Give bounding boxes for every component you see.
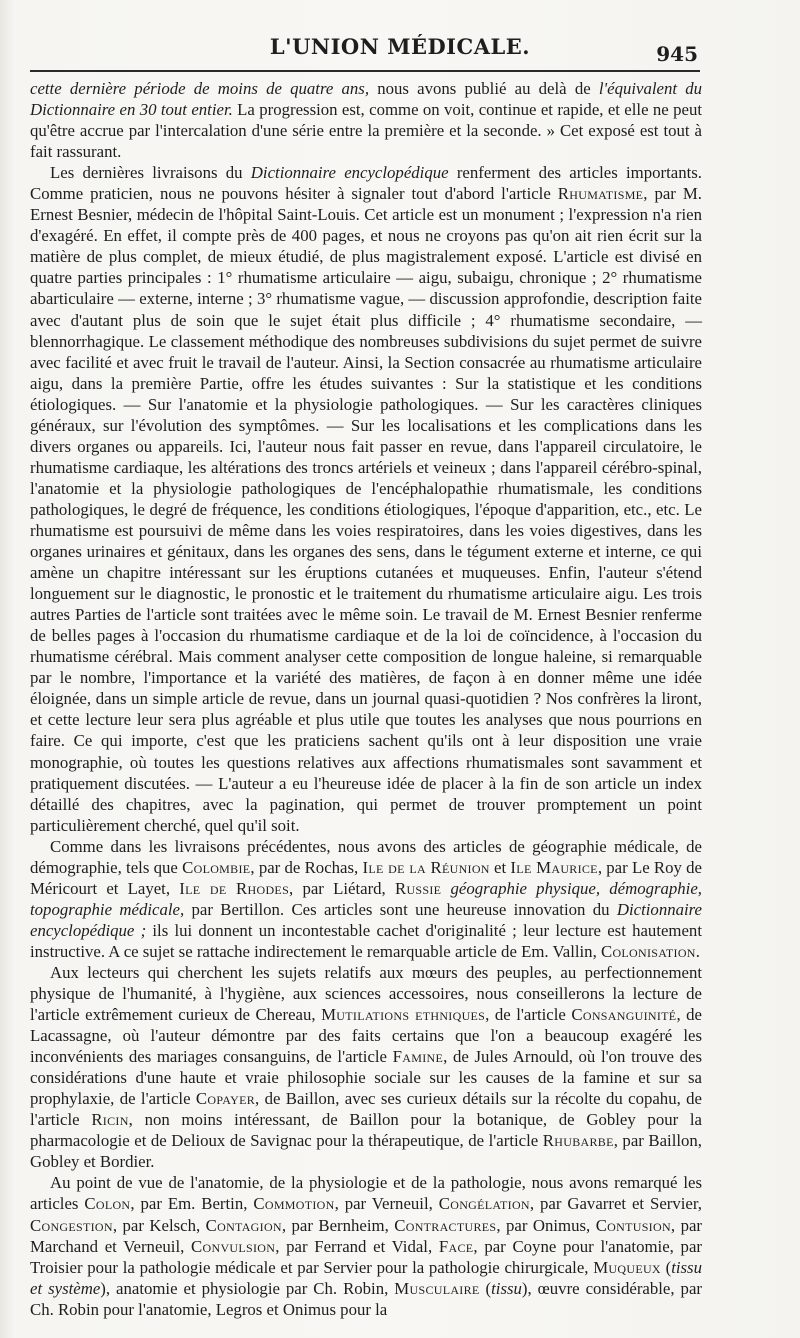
- italic-text: tissu: [491, 1278, 522, 1298]
- article-title: Copayer: [195, 1089, 256, 1109]
- text-run: par Bertillon. Ces articles sont une heureuse innovation du: [184, 899, 617, 919]
- article-title: Rhumatisme: [557, 184, 644, 204]
- article-title: Ile de la Réunion: [362, 857, 490, 877]
- text-run: , par Marchand et Verneuil,: [30, 1215, 702, 1256]
- text-run: ), anatomie et physiologie par Ch. Robin,: [100, 1278, 395, 1298]
- text-run: , par Onimus,: [496, 1215, 596, 1235]
- text-run: ), œuvre considérable, par Ch. Robin pour l'anatomie, Legros et Onimus pour la: [30, 1278, 702, 1319]
- text-run: , par Baillon, Gobley et Bordier.: [30, 1131, 702, 1172]
- text-run: , de Baillon, avec ses curieux détails sur la récolte du copahu, de l'article: [30, 1089, 702, 1130]
- text-run: nous avons publié au delà de: [369, 79, 599, 98]
- text-run: Comme dans les livraisons précédentes, nous avons des articles de géographie médicale, de démographie, tels que: [30, 836, 702, 877]
- journal-title: L'UNION MÉDICALE.: [269, 34, 531, 59]
- article-title: Contagion: [205, 1215, 282, 1235]
- italic-text: Dictionnaire encyclopédique: [250, 163, 449, 183]
- article-title: Convulsion: [191, 1236, 276, 1256]
- article-title: Mutilations ethniques: [321, 1005, 486, 1025]
- text-run: , de Lacassagne, où l'auteur démontre par des faits certains que l'on a beaucoup exagéré les inconvénients des mariages consanguins, de l'article: [30, 1005, 703, 1067]
- text-run: renferment des articles importants. Comme praticien, nous ne pouvons hésiter à signaler tout d'abord l'article: [30, 163, 702, 204]
- running-header: [0, 30, 800, 70]
- article-title: Colon: [84, 1194, 131, 1214]
- text-run: , par Kelsch,: [112, 1215, 206, 1235]
- text-run: , par Liétard,: [289, 878, 395, 898]
- text-run: [441, 879, 450, 898]
- article-title: Commotion: [253, 1194, 335, 1214]
- article-title: Ricin: [91, 1110, 129, 1130]
- article-title: Colombie: [182, 857, 251, 877]
- text-run: , par de Rochas,: [250, 857, 363, 877]
- text-run: , par Le Roy de Méricourt et Layet,: [30, 857, 702, 898]
- article-title: Contusion: [595, 1215, 671, 1235]
- text-run: (: [479, 1278, 492, 1298]
- article-title: Musculaire: [394, 1278, 480, 1298]
- italic-text: cette dernière période de moins de quatre ans,: [30, 79, 370, 98]
- text-run: .: [695, 941, 700, 961]
- text-run: ils lui donnent un incontestable cachet d'originalité ; leur lecture est hautement instructive. A ce sujet se rattache indirectement le remarquable article de Em. Vallin,: [30, 920, 702, 961]
- text-run: (: [660, 1257, 672, 1277]
- text-run: et: [489, 857, 511, 877]
- article-title: Congélation: [438, 1194, 530, 1214]
- paragraph-5: [30, 1172, 702, 1319]
- paragraph-4: [30, 962, 702, 1172]
- text-run: , par Em. Bertin,: [130, 1194, 254, 1214]
- article-title: Contractures: [394, 1215, 497, 1235]
- italic-text: géographie physique, démographie, topographie médicale,: [30, 878, 702, 919]
- article-title: Russie: [394, 878, 442, 898]
- page-number: 945: [656, 42, 698, 66]
- header-rule: [30, 70, 700, 72]
- text-run: , par Ferrand et Vidal,: [275, 1236, 439, 1256]
- text-run: Les dernières livraisons du: [50, 163, 251, 183]
- article-title: Muqueux: [593, 1257, 661, 1277]
- text-run: , par Gavarret et Servier,: [529, 1194, 702, 1214]
- text-run: Au point de vue de l'anatomie, de la physiologie et de la pathologie, nous avons remarqué les articles: [30, 1173, 702, 1214]
- text-run: , par Coyne pour l'anatomie, par Troisier pour la pathologie médicale et par Servier pour la pathologie chirurgicale,: [30, 1236, 702, 1277]
- text-run: , par M. Ernest Besnier, médecin de l'hôpital Saint-Louis. Cet article est un monument ; l'expression n'a rien d'exagéré. En effet, il compte près de 400 pages, et nous ne croyons pas qu'on ait rien écrit sur la matière de plus complet, de mieux étudié, de plus magistralement exposé. L'article est divisé en quatre parties principales : 1° rhumatisme articulaire — aigu, subaigu, chronique ; 2° rhumatisme abarticulaire — externe, interne ; 3° rhumatisme vague, — discussion approfondie, description faite avec d'autant plus de soin que le sujet était plus difficile ; 4° rhumatisme secondaire, — blennorrhagique. Le classement méthodique des nombreuses subdivisions du sujet permet de suivre avec facilité et avec fruit le travail de l'auteur. Ainsi, la Section consacrée au rhumatisme articulaire aigu, dans la première Partie, offre les études suivantes : Sur la statistique et les conditions étiologiques. — Sur l'anatomie et la physiologie pathologiques. — Sur les caractères cliniques généraux, sur l'évolution des symptômes. — Sur les localisations et les complications dans les divers organes ou appareils. Ici, l'auteur nous fait passer en revue, dans l'appareil circulatoire, le rhumatisme cardiaque, les altérations des troncs artériels et veineux ; dans l'appareil cérébro-spinal, l'anatomie et la physiologie pathologiques de l'encéphalopathie rhumatismale, les conditions pathologiques, le degré de fréquence, les conditions étiologiques, l'époque d'apparition, etc., etc. Le rhumatisme est poursuivi de même dans les voies respiratoires, dans les voies digestives, dans les organes urinaires et génitaux, dans les organes des sens, dans le tégument externe et interne, ce qui amène un chapitre intéressant sur les éruptions cutanées et muqueuses. Enfin, l'auteur s'étend longuement sur le diagnostic, le pronostic et le traitement du rhumatisme articulaire aigu. Les trois autres Parties de l'article sont traitées avec le même soin. Le travail de M. Ernest Besnier renferme de belles pages à l'occasion du rhumatisme cardiaque et de la loi de coïncidence, à l'occasion du rhumatisme cérébral. Mais comment analyser cette composition de longue haleine, si remarquable par le nombre, l'importance et la variété des matières, de façon à en donner même une idée éloignée, dans un simple article de revue, dans un journal quasi-quotidien ? Nos confrères la liront, et cette lecture leur sera plus agréable et plus utile que toutes les analyses que nous pourrions en faire. Ce qui importe, c'est que les praticiens sachent qu'ils ont à leur disposition une vraie monographie, où toutes les questions relatives aux affections rhumatismales sont savamment et pratiquement discutées. — L'auteur a eu l'heureuse idée de placer à la fin de son article un index détaillé des chapitres, avec la pagination, qui permet de trouver promptement un point particulièrement cherché, quel qu'il soit.: [30, 184, 702, 835]
- text-run: , par Verneuil,: [334, 1194, 439, 1214]
- article-title: Colonisation: [600, 941, 696, 961]
- article-title: Rhubarbe: [542, 1131, 614, 1151]
- article-title: Consanguinité: [571, 1005, 677, 1025]
- italic-text: l'équivalent du Dictionnaire en 30 tout entier.: [30, 79, 703, 120]
- italic-text: tissu et système: [30, 1257, 702, 1298]
- text-run: , non moins intéressant, de Baillon pour la botanique, de Gobley pour la pharmacologie et de Delioux de Savignac pour la thérapeutique, de l'article: [30, 1110, 702, 1151]
- paragraph-2: [30, 162, 702, 836]
- text-run: La progression est, comme on voit, continue et rapide, et elle ne peut qu'être accrue par l'intercalation d'une série entre la première et la seconde. » Cet exposé est tout à fait rassurant.: [30, 100, 702, 162]
- paragraph-3: [30, 836, 702, 962]
- article-title: Face: [438, 1236, 474, 1256]
- text-run: , de l'article: [485, 1005, 572, 1025]
- article-title: Congestion: [30, 1215, 113, 1235]
- article-body: [30, 78, 702, 1320]
- article-title: Ile de Rhodes: [179, 878, 290, 898]
- text-run: , par Bernheim,: [281, 1215, 395, 1235]
- article-title: Famine: [392, 1047, 444, 1067]
- paragraph-1: [30, 78, 702, 162]
- text-run: Aux lecteurs qui cherchent les sujets relatifs aux mœurs des peuples, au perfectionnement physique de l'humanité, à l'hygiène, aux sciences accessoires, nous conseillerons la lecture de l'article extrêmement curieux de Chereau,: [30, 962, 702, 1025]
- italic-text: Dictionnaire encyclopédique ;: [30, 899, 703, 940]
- article-title: Ile Maurice: [510, 857, 598, 877]
- text-run: , de Jules Arnould, où l'on trouve des considérations d'une haute et vraie philosophie sociale sur les causes de la famine et sur sa prophylaxie, de l'article: [30, 1047, 702, 1109]
